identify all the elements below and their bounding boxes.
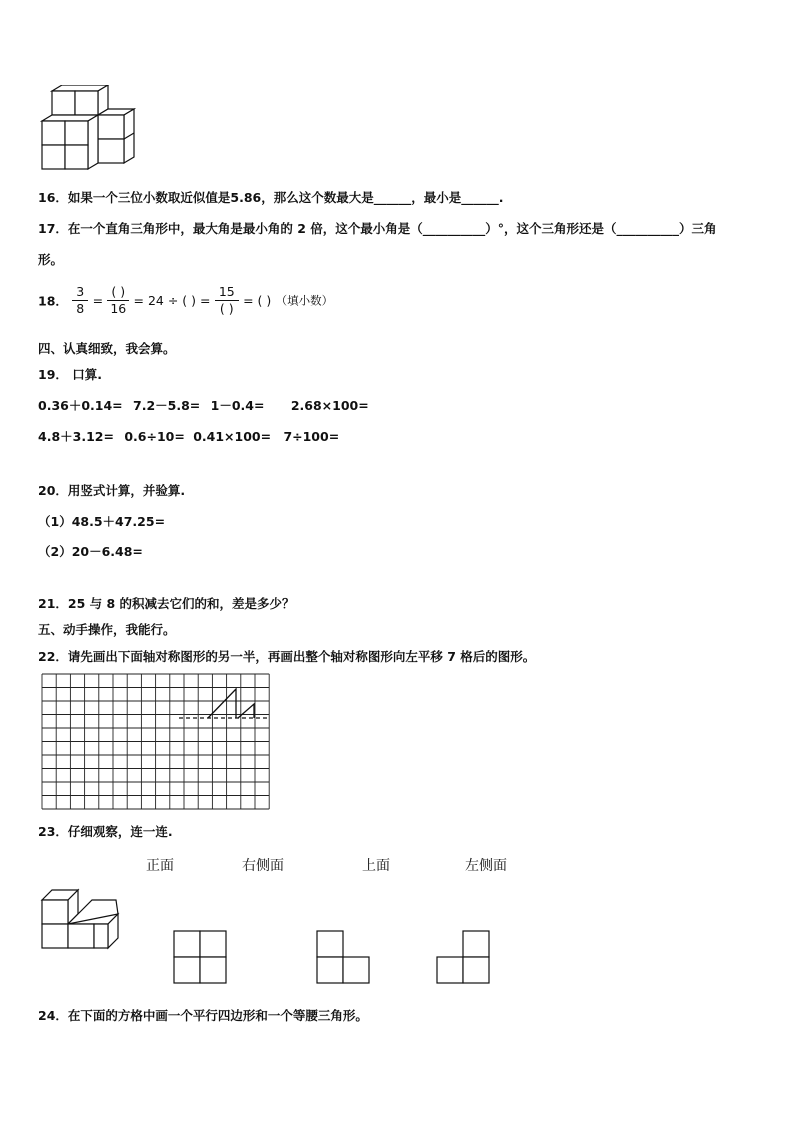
q19-r1-item: 2.68×100= bbox=[290, 398, 369, 413]
q19-row-1 bbox=[38, 396, 369, 414]
cube-stack-figure bbox=[38, 85, 138, 175]
q23-cube-figure bbox=[38, 886, 122, 954]
q19-r1-item: 7.2－5.8= bbox=[133, 398, 201, 413]
view-option-l-left[interactable] bbox=[316, 930, 372, 984]
question-16: 16．如果一个三位小数取近似值是5.86，那么这个数最大是______，最小是______. bbox=[38, 190, 504, 205]
question-19-title: 19． 口算. bbox=[38, 367, 102, 382]
fraction-blank-16[interactable]: $\frac{( )}{16}$ bbox=[107, 284, 129, 317]
q20-item-1: （1）48.5＋47.25= bbox=[38, 514, 166, 529]
q19-r1-item: 1－0.4= bbox=[210, 398, 265, 413]
question-17-line2: 形。 bbox=[38, 252, 64, 267]
label-right-side[interactable]: 右侧面 bbox=[242, 858, 284, 874]
question-21: 21．25 与 8 的积减去它们的和，差是多少？ bbox=[38, 596, 295, 611]
q19-r2-item: 4.8＋3.12= bbox=[38, 429, 114, 444]
q19-r2-item: 0.41×100= bbox=[193, 429, 272, 444]
q18-division[interactable]: = 24 ÷ ( ) = bbox=[133, 293, 211, 308]
q22-grid[interactable] bbox=[41, 673, 271, 813]
label-left-side[interactable]: 左侧面 bbox=[465, 858, 507, 874]
q18-decimal-blank[interactable]: = ( ) bbox=[243, 293, 272, 308]
q19-r1-item: 0.36＋0.14= bbox=[38, 398, 123, 413]
q19-r2-item: 7÷100= bbox=[283, 429, 340, 444]
view-option-l-right[interactable] bbox=[436, 930, 492, 984]
question-22: 22．请先画出下面轴对称图形的另一半，再画出整个轴对称图形向左平移 7 格后的图形。 bbox=[38, 649, 536, 664]
fraction-3-8: $\frac{3}{8}$ bbox=[72, 284, 88, 317]
q19-row-2 bbox=[38, 427, 339, 445]
fraction-15-blank[interactable]: $\frac{15}{( )}$ bbox=[215, 284, 239, 317]
q18-note: （填小数） bbox=[275, 293, 334, 308]
question-24: 24．在下面的方格中画一个平行四边形和一个等腰三角形。 bbox=[38, 1008, 368, 1023]
question-23: 23．仔细观察，连一连. bbox=[38, 824, 173, 839]
question-20-title: 20．用竖式计算，并验算. bbox=[38, 483, 186, 498]
q18-number: 18． bbox=[38, 293, 68, 309]
question-18: 18． $\frac{3}{8}$ = $\frac{( )}{16}$ = 24 ÷ ( ) = $\frac{15}{( )}$ = ( ) （填小数） bbox=[38, 284, 334, 316]
question-17-line1: 17．在一个直角三角形中，最大角是最小角的 2 倍，这个最小角是（__________）°，这个三角形还是（__________）三角 bbox=[38, 221, 717, 236]
section-5-heading: 五、动手操作，我能行。 bbox=[38, 622, 176, 637]
label-front[interactable]: 正面 bbox=[146, 858, 174, 874]
q20-item-2: （2）20－6.48= bbox=[38, 544, 143, 559]
view-option-square[interactable] bbox=[173, 930, 227, 984]
label-top[interactable]: 上面 bbox=[362, 858, 390, 874]
q19-r2-item: 0.6÷10= bbox=[124, 429, 185, 444]
section-4-heading: 四、认真细致，我会算。 bbox=[38, 341, 176, 356]
